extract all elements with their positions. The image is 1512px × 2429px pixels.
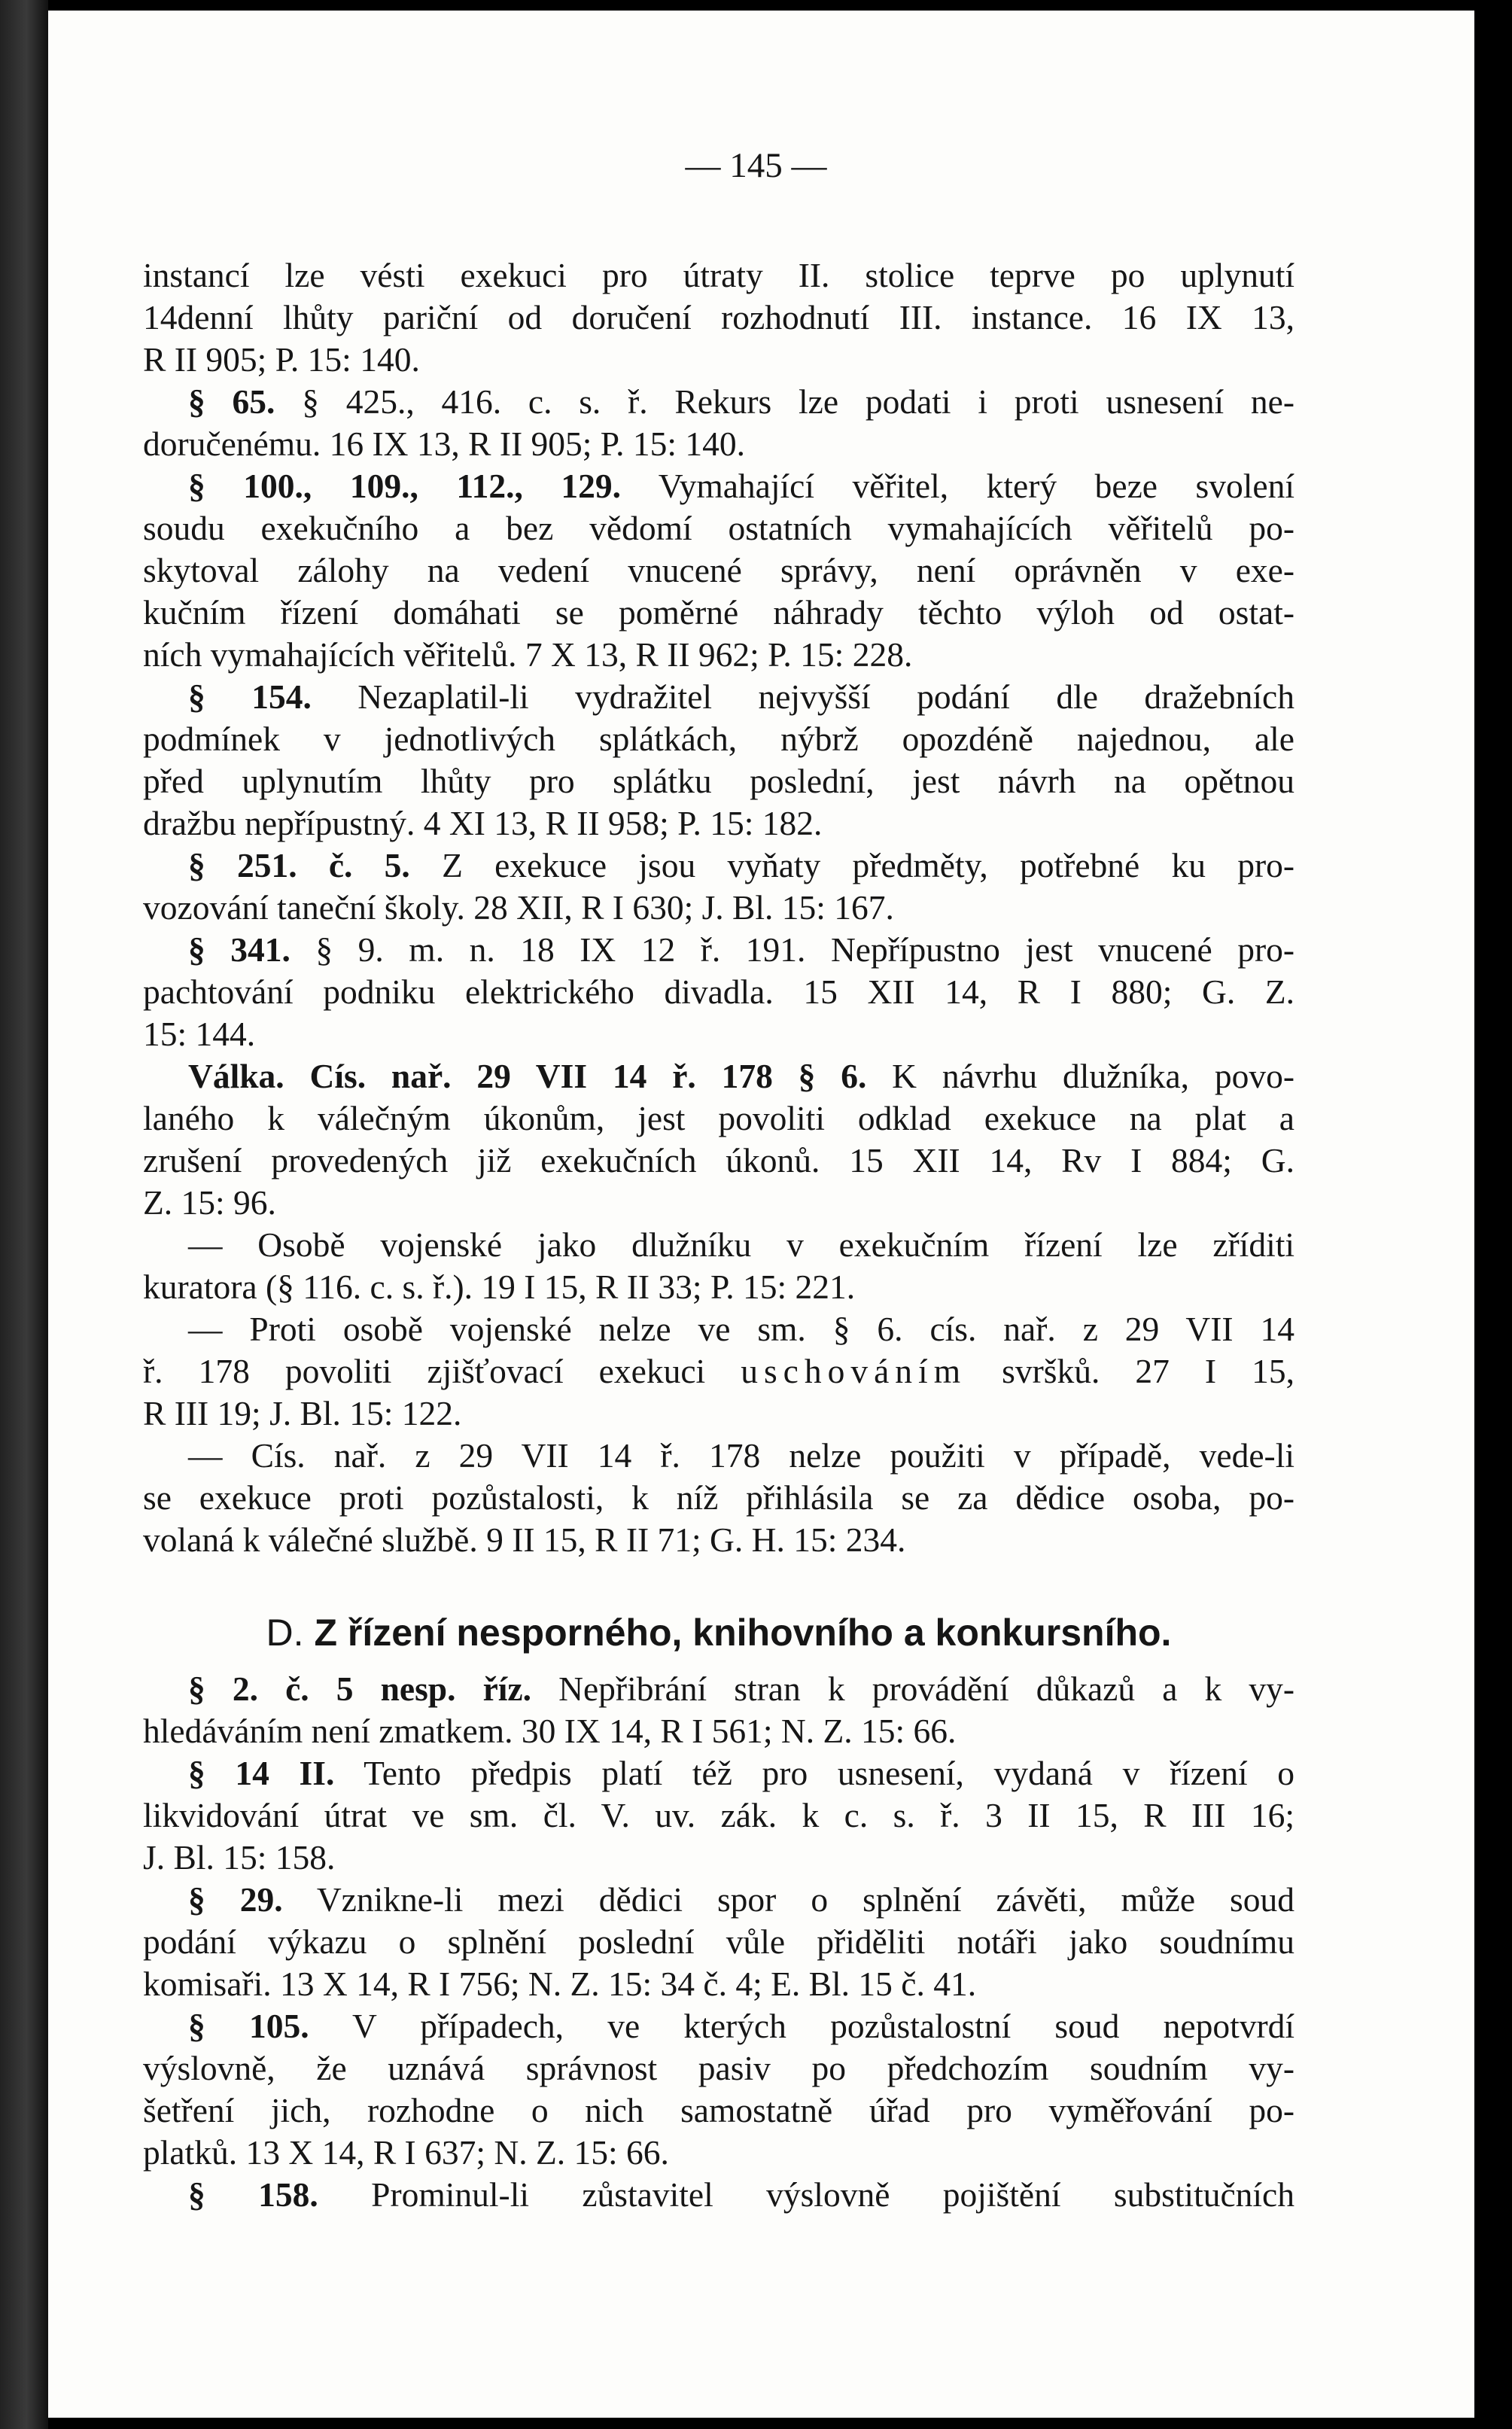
text-line: R II 905; P. 15: 140. — [143, 340, 420, 379]
section-title: Z řízení nesporného, knihovního a konkursního. — [314, 1612, 1172, 1654]
text-line: § 105. V případech, ve kterých pozůstalostní soud nepotvrdí — [188, 2007, 1294, 2045]
section-ref: § 65. — [188, 382, 275, 421]
paragraph-29 — [143, 1879, 1294, 2005]
text-line: § 158. Prominul-li zůstavitel výslovně pojištění substitučních — [188, 2175, 1295, 2214]
text-line: § 14 II. Tento předpis platí též pro usnesení, vydaná v řízení o — [188, 1754, 1294, 1792]
text-line: šetření jich, rozhodne o nich samostatně úřad pro vyměřování po- — [143, 2091, 1294, 2129]
section-ref: § 100., 109., 112., 129. — [188, 467, 622, 505]
section-ref: § 158. — [188, 2175, 318, 2214]
text-line: kučním řízení domáhati se poměrné náhrady těchto výloh od ostat- — [143, 593, 1294, 632]
text-line: před uplynutím lhůty pro splátku poslední, jest návrh na opětnou — [143, 762, 1294, 800]
section-ref: § 2. č. 5 nesp. říz. — [188, 1670, 531, 1708]
section-heading — [143, 1606, 1294, 1659]
text-line: J. Bl. 15: 158. — [143, 1838, 336, 1877]
text-line: hledáváním není zmatkem. 30 IX 14, R I 561; N. Z. 15: 66. — [143, 1712, 957, 1750]
text-line: komisaři. 13 X 14, R I 756; N. Z. 15: 34 č. 4; E. Bl. 15 č. 41. — [143, 1965, 977, 2003]
text-line: volaná k válečné službě. 9 II 15, R II 71; G. H. 15: 234. — [143, 1520, 906, 1559]
section-ref: § 14 II. — [188, 1754, 335, 1792]
text-line: Válka. Cís. nař. 29 VII 14 ř. 178 § 6. K návrhu dlužníka, povo- — [188, 1057, 1294, 1095]
scan-edge-right — [1474, 0, 1512, 2429]
scan-edge-left — [0, 0, 48, 2429]
text-line: skytoval zálohy na vedení vnucené správy, není oprávněn v exe- — [143, 551, 1294, 589]
paragraph-154 — [143, 676, 1294, 845]
paragraph-100 — [143, 465, 1294, 676]
text-line: — Osobě vojenské jako dlužníku v exekučním řízení lze zříditi — [188, 1225, 1294, 1264]
section-letter: D. — [266, 1612, 304, 1654]
paragraph-105 — [143, 2005, 1294, 2174]
paragraph-14-II — [143, 1752, 1294, 1879]
text-line: § 2. č. 5 nesp. říz. Nepřibrání stran k provádění důkazů a k vy- — [188, 1670, 1295, 1708]
text-line: pachtování podniku elektrického divadla. 15 XII 14, R I 880; G. Z. — [143, 973, 1294, 1011]
paragraph-341 — [143, 929, 1294, 1055]
section-ref: § 154. — [188, 677, 312, 716]
text-line: 14denní lhůty pariční od doručení rozhodnutí III. instance. 16 IX 13, — [143, 298, 1294, 336]
spaced-emphasis: uschováním — [741, 1352, 967, 1390]
page-number: — 145 — — [685, 146, 827, 185]
text-line: § 341. § 9. m. n. 18 IX 12 ř. 191. Nepřípustno jest vnucené pro- — [188, 930, 1295, 969]
text-line: ř. 178 povoliti zjišťovací exekuci uschováním svršků. 27 I 15, — [143, 1352, 1294, 1390]
text-line: Z. 15: 96. — [143, 1183, 276, 1222]
section-ref: § 251. č. 5. — [188, 846, 410, 884]
document-body — [143, 254, 1294, 2216]
text-line: kuratora (§ 116. c. s. ř.). 19 I 15, R II 33; P. 15: 221. — [143, 1268, 856, 1306]
text-line: podmínek v jednotlivých splátkách, nýbrž opozdéně najednou, ale — [143, 720, 1294, 758]
text-line: vozování taneční školy. 28 XII, R I 630; J. Bl. 15: 167. — [143, 888, 894, 927]
paragraph-valka — [143, 1055, 1294, 1224]
paragraph-65 — [143, 381, 1294, 465]
text-line: zrušení provedených již exekučních úkonů. 15 XII 14, Rv I 884; G. — [143, 1141, 1294, 1179]
text-line: § 251. č. 5. Z exekuce jsou vyňaty předměty, potřebné ku pro- — [188, 846, 1295, 884]
text-line: soudu exekučního a bez vědomí ostatních vymahajících věřitelů po- — [143, 509, 1294, 547]
text-line: podání výkazu o splnění poslední vůle přiděliti notáři jako soudnímu — [143, 1922, 1294, 1961]
paragraph-kurator — [143, 1224, 1294, 1308]
section-ref: § 29. — [188, 1880, 283, 1919]
section-ref: Válka. Cís. nař. 29 VII 14 ř. 178 § 6. — [188, 1057, 867, 1095]
text-line: R III 19; J. Bl. 15: 122. — [143, 1394, 462, 1432]
paragraph-zjistovaci — [143, 1308, 1294, 1435]
paragraph-158 — [143, 2174, 1294, 2216]
text-line: výslovně, že uznává správnost pasiv po předchozím soudním vy- — [143, 2049, 1294, 2087]
text-line: — Cís. nař. z 29 VII 14 ř. 178 nelze použiti v případě, vede-li — [188, 1436, 1294, 1475]
text-line: likvidování útrat ve sm. čl. V. uv. zák. k c. s. ř. 3 II 15, R III 16; — [143, 1796, 1294, 1834]
text-line: § 154. Nezaplatil-li vydražitel nejvyšší podání dle dražebních — [188, 677, 1294, 716]
section-ref: § 341. — [188, 930, 291, 969]
text-line: instancí lze vésti exekuci pro útraty II. stolice teprve po uplynutí — [143, 256, 1294, 294]
text-line: § 100., 109., 112., 129. Vymahající věřitel, který beze svolení — [188, 467, 1294, 505]
text-line: dražbu nepřípustný. 4 XI 13, R II 958; P. 15: 182. — [143, 804, 823, 842]
paragraph-nesp-2 — [143, 1668, 1294, 1752]
paragraph-pozustalost — [143, 1435, 1294, 1561]
text-line: laného k válečným úkonům, jest povoliti odklad exekuce na plat a — [143, 1099, 1294, 1137]
text-line: se exekuce proti pozůstalosti, k níž přihlásila se za dědice osoba, po- — [143, 1478, 1294, 1517]
text-line: doručenému. 16 IX 13, R II 905; P. 15: 140. — [143, 425, 745, 463]
section-ref: § 105. — [188, 2007, 309, 2045]
text-line: platků. 13 X 14, R I 637; N. Z. 15: 66. — [143, 2133, 669, 2172]
text-line: — Proti osobě vojenské nelze ve sm. § 6. cís. nař. z 29 VII 14 — [188, 1310, 1294, 1348]
paragraph-intro — [143, 254, 1294, 381]
paragraph-251 — [143, 845, 1294, 929]
text-line: ních vymahajících věřitelů. 7 X 13, R II 962; P. 15: 228. — [143, 635, 913, 674]
text-line: § 65. § 425., 416. c. s. ř. Rekurs lze podati i proti usnesení ne- — [188, 382, 1295, 421]
text-line: 15: 144. — [143, 1015, 256, 1053]
text-line: § 29. Vznikne-li mezi dědici spor o splnění závěti, může soud — [188, 1880, 1294, 1919]
